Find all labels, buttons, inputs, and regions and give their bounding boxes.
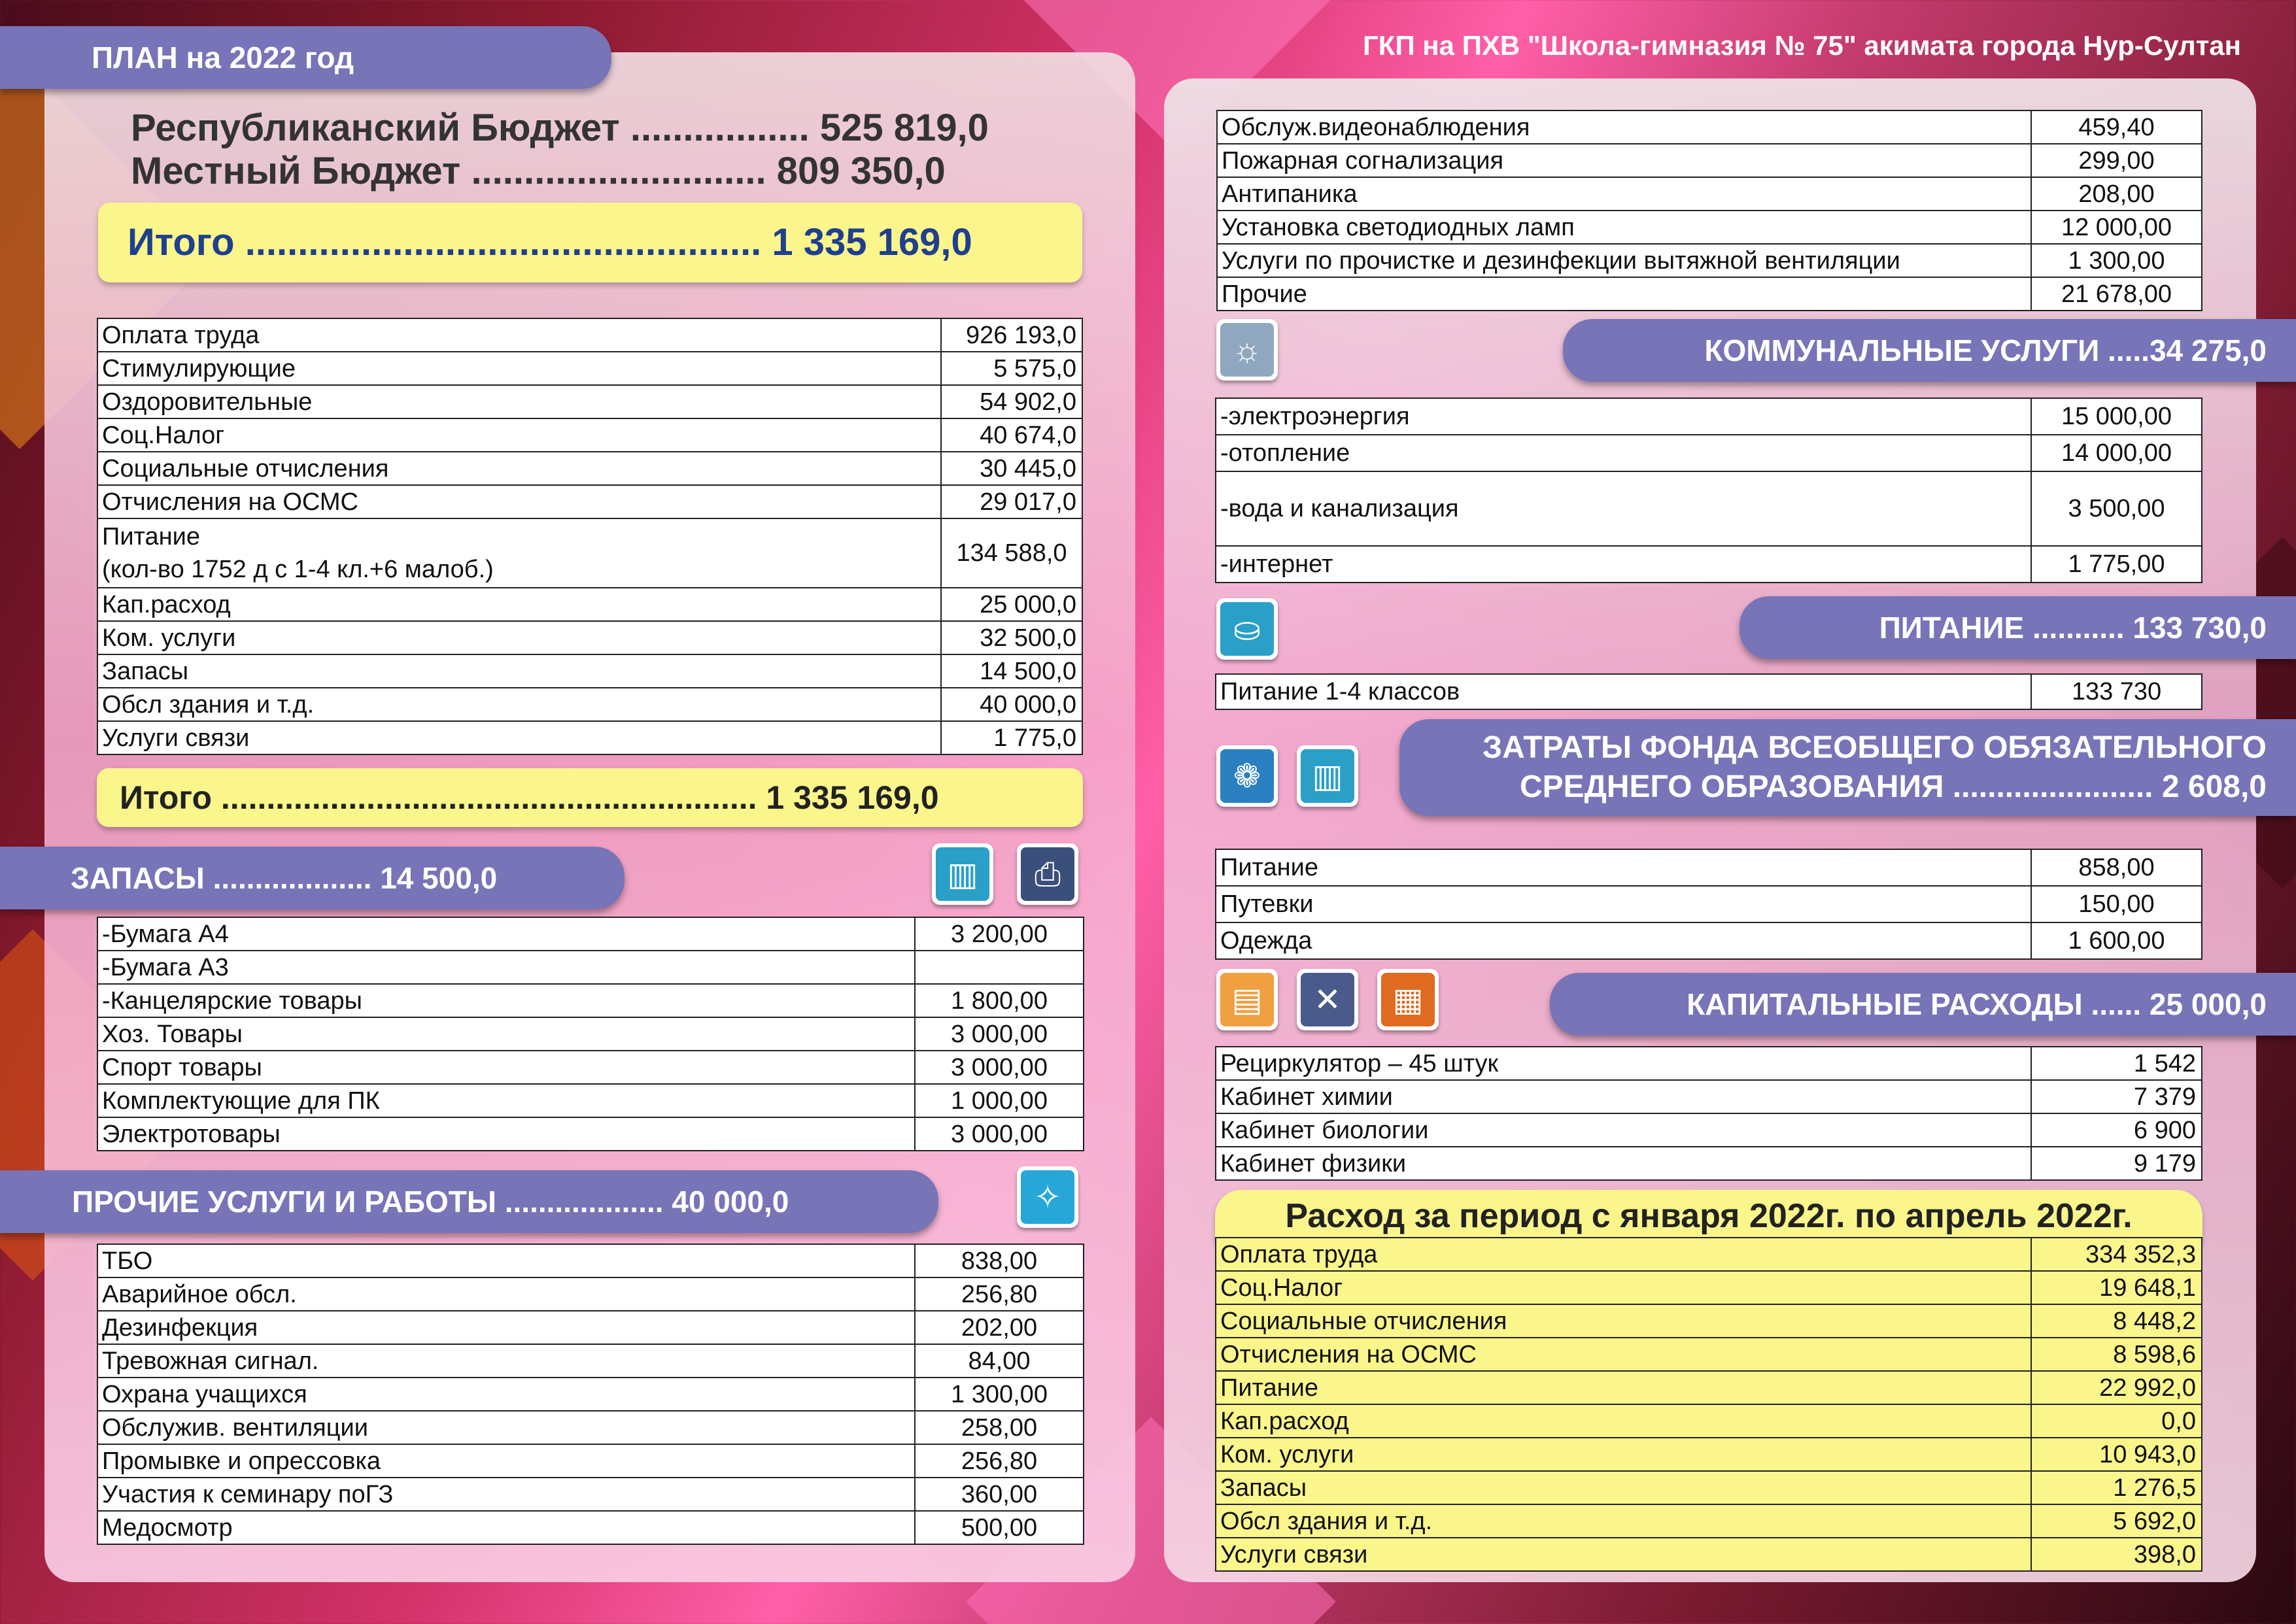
row-value: 40 674,0 <box>941 418 1082 452</box>
table-row <box>97 1344 1084 1378</box>
table-row <box>1217 244 2202 277</box>
row-value: 25 000,0 <box>941 588 1082 621</box>
row-label: Антипаника <box>1217 177 2031 211</box>
row-value: 926 193,0 <box>941 318 1082 352</box>
row-label: Хоз. Товары <box>97 1017 915 1051</box>
row-label: Участия к семинару поГЗ <box>97 1478 915 1511</box>
table-row <box>1216 1147 2202 1180</box>
row-label: -вода и канализация <box>1216 471 2031 546</box>
table-row <box>1216 1113 2202 1147</box>
prochie-table <box>97 1243 1084 1545</box>
table-row <box>97 721 1082 754</box>
table-row <box>97 917 1084 951</box>
row-label: Путевки <box>1216 886 2031 922</box>
prochie-banner <box>0 1170 938 1233</box>
row-value: 500,00 <box>915 1511 1084 1544</box>
row-label: -электроэнергия <box>1216 398 2031 435</box>
table-row <box>97 1511 1084 1544</box>
table-row <box>1216 1080 2202 1113</box>
plan-total-box <box>98 203 1082 282</box>
row-label: Кабинет физики <box>1216 1147 2031 1180</box>
row-label: Услуги связи <box>1216 1538 2031 1571</box>
row-value: 1 542 <box>2031 1047 2202 1080</box>
table-row <box>1216 1438 2202 1471</box>
row-value: 150,00 <box>2031 886 2202 922</box>
row-label: Соц.Налог <box>1216 1271 2031 1304</box>
table-row <box>97 951 1084 984</box>
fond-banner <box>1399 719 2296 816</box>
row-value: 258,00 <box>915 1411 1084 1444</box>
plan-total2: Итого ........................................................... 1 335 169,0 <box>120 779 939 816</box>
table-row <box>97 418 1082 452</box>
row-value: 10 943,0 <box>2031 1438 2202 1471</box>
row-value: 1 300,00 <box>2031 244 2202 277</box>
kapital-table <box>1215 1046 2202 1181</box>
table-row <box>1217 177 2202 211</box>
zapasy-banner-title: ЗАПАСЫ ................... 14 500,0 <box>71 861 498 895</box>
table-row <box>97 352 1082 385</box>
table-row <box>1216 849 2202 886</box>
row-label: Спорт товары <box>97 1051 915 1084</box>
row-label: Запасы <box>97 654 941 688</box>
table-row <box>97 654 1082 688</box>
row-value: 40 000,0 <box>941 688 1082 721</box>
row-value: 360,00 <box>915 1478 1084 1511</box>
building-icon: ▦ <box>1377 969 1439 1030</box>
row-label: Пожарная согнализация <box>1217 144 2031 177</box>
row-label: Одежда <box>1216 922 2031 959</box>
row-value: 6 900 <box>2031 1113 2202 1147</box>
expense-title-box <box>1215 1190 2202 1242</box>
row-label: -интернет <box>1216 546 2031 583</box>
book-icon: ▥ <box>1297 745 1358 807</box>
organization-title: ГКП на ПХВ "Школа-гимназия № 75" акимата города Нур-Султан <box>1363 30 2241 61</box>
row-label: Охрана учащихся <box>97 1378 915 1411</box>
row-value: 7 379 <box>2031 1080 2202 1113</box>
row-label: -отопление <box>1216 435 2031 471</box>
table-row <box>1217 211 2202 244</box>
table-row <box>1216 1538 2202 1571</box>
table-row <box>97 1378 1084 1411</box>
table-row <box>1216 1238 2202 1271</box>
zapasy-table <box>97 917 1084 1151</box>
table-row <box>97 984 1084 1017</box>
row-label: Электротовары <box>97 1117 915 1151</box>
row-value: 398,0 <box>2031 1538 2202 1571</box>
table-row <box>1216 1271 2202 1304</box>
row-label: Кабинет химии <box>1216 1080 2031 1113</box>
kommunal-banner <box>1563 319 2296 382</box>
row-label: Кап.расход <box>1216 1404 2031 1438</box>
row-label: Ком. услуги <box>97 621 941 654</box>
row-value: 134 588,0 <box>941 518 1082 588</box>
table-row <box>97 1277 1084 1311</box>
kapital-banner-title: КАПИТАЛЬНЫЕ РАСХОДЫ ...... 25 000,0 <box>1687 987 2267 1021</box>
row-value: 1 276,5 <box>2031 1471 2202 1504</box>
dining-table-icon: ⛀ <box>1216 598 1278 660</box>
expense-title: Расход за период с января 2022г. по апрель 2022г. <box>1285 1197 2133 1235</box>
row-value: 299,00 <box>2031 144 2202 177</box>
row-label: Медосмотр <box>97 1511 915 1544</box>
row-label: Отчисления на ОСМС <box>1216 1338 2031 1371</box>
row-label: Услуги связи <box>97 721 941 754</box>
table-row <box>1216 674 2202 709</box>
row-label: -Бумага А4 <box>97 917 915 951</box>
row-value: 1 300,00 <box>915 1378 1084 1411</box>
table-row <box>1216 1471 2202 1504</box>
row-value: 8 598,6 <box>2031 1338 2202 1371</box>
row-value: 256,80 <box>915 1444 1084 1478</box>
row-label: Кабинет биологии <box>1216 1113 2031 1147</box>
table-row <box>1216 1371 2202 1404</box>
row-label: Соц.Налог <box>97 418 941 452</box>
table-row <box>1217 144 2202 177</box>
row-label: Рециркулятор – 45 штук <box>1216 1047 2031 1080</box>
row-label: Услуги по прочистке и дезинфекции вытяжной вентиляции <box>1217 244 2031 277</box>
table-row <box>1216 435 2202 471</box>
table-row <box>97 688 1082 721</box>
row-label: Кап.расход <box>97 588 941 621</box>
row-label: -Канцелярские товары <box>97 984 915 1017</box>
table-row <box>1216 398 2202 435</box>
row-value: 3 000,00 <box>915 1117 1084 1151</box>
prochie-cont-table <box>1216 110 2202 311</box>
row-label: Питание <box>1216 1371 2031 1404</box>
lightbulb-icon: ☼ <box>1216 319 1278 381</box>
row-label: Питание 1-4 классов <box>1216 674 2031 709</box>
table-row <box>1217 110 2202 144</box>
table-row <box>97 318 1082 352</box>
row-label: Обслужив. вентиляции <box>97 1411 915 1444</box>
row-label: Социальные отчисления <box>1216 1304 2031 1338</box>
table-row <box>1216 1404 2202 1438</box>
plate-icon: ❁ <box>1216 745 1278 807</box>
table-row <box>97 452 1082 485</box>
table-row <box>97 1311 1084 1344</box>
table-row <box>97 1084 1084 1117</box>
local-budget-line: Местный Бюджет ............................ 809 350,0 <box>131 150 946 192</box>
row-label: Питание <box>1216 849 2031 886</box>
row-value: 22 992,0 <box>2031 1371 2202 1404</box>
row-label: -Бумага А3 <box>97 951 915 984</box>
row-label: Оплата труда <box>1216 1238 2031 1271</box>
row-label: Обсл здания и т.д. <box>97 688 941 721</box>
row-value: 19 648,1 <box>2031 1271 2202 1304</box>
plan-total2-box <box>97 768 1083 827</box>
row-value: 21 678,00 <box>2031 277 2202 311</box>
plan-banner-title: ПЛАН на 2022 год <box>92 41 354 75</box>
row-value: 32 500,0 <box>941 621 1082 654</box>
row-value: 334 352,3 <box>2031 1238 2202 1271</box>
pitanie-table <box>1215 673 2202 710</box>
table-row <box>1216 922 2202 959</box>
row-label: Обсл здания и т.д. <box>1216 1504 2031 1538</box>
row-label: Социальные отчисления <box>97 452 941 485</box>
row-value: 9 179 <box>2031 1147 2202 1180</box>
table-row <box>1216 886 2202 922</box>
row-value: 54 902,0 <box>941 385 1082 418</box>
row-value: 5 692,0 <box>2031 1504 2202 1538</box>
tools-icon: ✕ <box>1297 969 1358 1030</box>
row-label: Обслуж.видеонаблюдения <box>1217 110 2031 144</box>
row-value: 14 500,0 <box>941 654 1082 688</box>
row-value: 8 448,2 <box>2031 1304 2202 1338</box>
book-icon: ▥ <box>932 843 993 905</box>
table-row <box>97 1478 1084 1511</box>
row-value <box>915 951 1084 984</box>
table-row <box>97 1444 1084 1478</box>
row-label: Стимулирующие <box>97 352 941 385</box>
row-label-main: Питание <box>102 523 200 550</box>
fond-banner-line1: ЗАТРАТЫ ФОНДА ВСЕОБЩЕГО ОБЯЗАТЕЛЬНОГО <box>1482 730 2267 765</box>
row-value: 3 000,00 <box>915 1017 1084 1051</box>
row-label: Тревожная сигнал. <box>97 1344 915 1378</box>
expense-table <box>1215 1237 2202 1572</box>
board-icon: ▤ <box>1216 969 1278 1030</box>
row-value: 29 017,0 <box>941 485 1082 518</box>
row-label: Аварийное обсл. <box>97 1277 915 1311</box>
row-label: Оздоровительные <box>97 385 941 418</box>
table-row <box>97 588 1082 621</box>
plan-banner <box>0 26 611 89</box>
pitanie-banner-title: ПИТАНИЕ ........... 133 730,0 <box>1879 611 2267 645</box>
table-row <box>97 385 1082 418</box>
printer-icon: ⎙ <box>1017 843 1078 905</box>
zapasy-banner <box>0 847 625 909</box>
row-label: Дезинфекция <box>97 1311 915 1344</box>
table-row <box>1216 546 2202 583</box>
row-label-note: (кол-во 1752 д с 1-4 кл.+6 малоб.) <box>102 556 494 583</box>
row-value: 3 200,00 <box>915 917 1084 951</box>
row-label <box>97 518 941 588</box>
table-row <box>1216 471 2202 546</box>
kapital-banner <box>1550 973 2296 1036</box>
table-row <box>97 1411 1084 1444</box>
row-label: Установка светодиодных ламп <box>1217 211 2031 244</box>
row-value: 838,00 <box>915 1244 1084 1277</box>
row-value: 3 500,00 <box>2031 471 2202 546</box>
row-value: 30 445,0 <box>941 452 1082 485</box>
row-label: ТБО <box>97 1244 915 1277</box>
row-value: 202,00 <box>915 1311 1084 1344</box>
table-row <box>1216 1304 2202 1338</box>
table-row <box>1216 1504 2202 1538</box>
pitanie-banner <box>1739 596 2296 659</box>
row-value: 84,00 <box>915 1344 1084 1378</box>
row-value: 1 775,00 <box>2031 546 2202 583</box>
row-label: Ком. услуги <box>1216 1438 2031 1471</box>
row-value: 1 600,00 <box>2031 922 2202 959</box>
row-value: 133 730 <box>2031 674 2202 709</box>
row-label: Запасы <box>1216 1471 2031 1504</box>
row-value: 208,00 <box>2031 177 2202 211</box>
row-value: 1 800,00 <box>915 984 1084 1017</box>
row-value: 3 000,00 <box>915 1051 1084 1084</box>
republic-budget-line: Республиканский Бюджет ................. 525 819,0 <box>131 107 989 149</box>
row-label: Промывке и опрессовка <box>97 1444 915 1478</box>
row-label: Комплектующие для ПК <box>97 1084 915 1117</box>
row-value: 858,00 <box>2031 849 2202 886</box>
table-row <box>97 485 1082 518</box>
row-value: 1 000,00 <box>915 1084 1084 1117</box>
table-row <box>97 518 1082 588</box>
prochie-banner-title: ПРОЧИЕ УСЛУГИ И РАБОТЫ ................... 40 000,0 <box>72 1185 789 1219</box>
table-row <box>1217 277 2202 311</box>
row-value: 15 000,00 <box>2031 398 2202 435</box>
row-value: 0,0 <box>2031 1404 2202 1438</box>
table-row <box>97 1017 1084 1051</box>
cleaning-supplies-icon: ✧ <box>1017 1166 1078 1228</box>
plan-table <box>97 318 1083 755</box>
table-row <box>97 1244 1084 1277</box>
kommunal-table <box>1215 398 2202 583</box>
table-row <box>1216 1338 2202 1371</box>
row-label: Оплата труда <box>97 318 941 352</box>
row-label: Прочие <box>1217 277 2031 311</box>
row-value: 459,40 <box>2031 110 2202 144</box>
plan-total: Итого ................................................. 1 335 169,0 <box>128 221 972 263</box>
row-label: Отчисления на ОСМС <box>97 485 941 518</box>
fond-table <box>1215 849 2202 960</box>
row-value: 1 775,0 <box>941 721 1082 754</box>
row-value: 256,80 <box>915 1277 1084 1311</box>
table-row <box>97 621 1082 654</box>
table-row <box>97 1051 1084 1084</box>
table-row <box>97 1117 1084 1151</box>
row-value: 14 000,00 <box>2031 435 2202 471</box>
fond-banner-line2: СРЕДНЕГО ОБРАЗОВАНИЯ ....................... 2 608,0 <box>1519 770 2267 804</box>
table-row <box>1216 1047 2202 1080</box>
row-value: 12 000,00 <box>2031 211 2202 244</box>
row-value: 5 575,0 <box>941 352 1082 385</box>
kommunal-banner-title: КОММУНАЛЬНЫЕ УСЛУГИ .....34 275,0 <box>1704 333 2267 367</box>
